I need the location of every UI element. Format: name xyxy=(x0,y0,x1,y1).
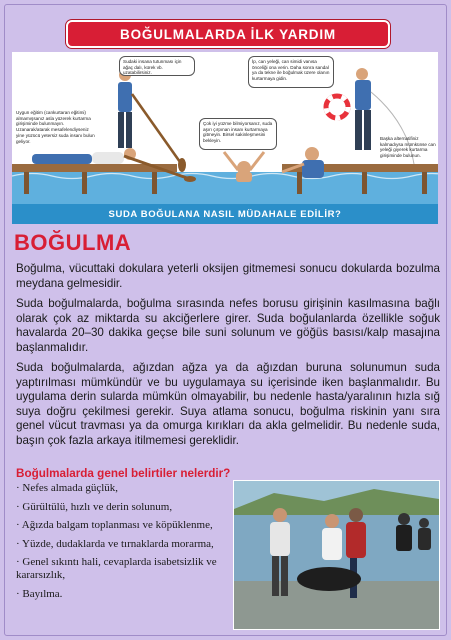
symptom-item: · Yüzde, dudaklarda ve tırnaklarda morarma, xyxy=(16,537,214,550)
symptom-item: · Genel sıkıntı hali, cevaplarda isabetsizlik ve kararsızlık, xyxy=(16,556,217,582)
symptom-item: · Gürültülü, hızlı ve derin solunum, xyxy=(16,500,173,513)
tip-bubble-wait: Çok iyi yüzme bilmiyorsanız, suda aşırı çırpınan insanı kurtarmaya gitmeyin. Birsel sakinleşmesini bekleyin. xyxy=(199,118,277,150)
title-banner xyxy=(66,20,390,48)
paragraph-water-drowning: Suda boğulmalarda, boğulma sırasında nefes borusu girişinin kasılmasına bağlı olarak çok az miktarda su akciğerlere girer. Suda boğulanlarda özellikle soğuk havalarda 20–30 dakika geçse bile suni solunum ve göğüs basısı/kalp masajına başlanmalıdır. xyxy=(16,297,440,354)
symptom-list xyxy=(16,482,228,607)
tip-bubble-equipment: İp, can yeleği, can simidi vanısa önceliği ona verin. Daha sonra sandal ya da tekne ile boğulmak üzere olanın kurtarmaya gidin. xyxy=(248,56,334,88)
tip-text-training: Uygun eğitim (cankurtaran eğitimi) almamışsanız asla yüzerek kurtarma girişiminde bulunmayın. Uzanarak/atarak mesafelendiyseniz yine yüzücü yetersiz suda insanı bulun geliyor. xyxy=(16,110,95,144)
tip-bubble-reach: Sudaki insana tutunması için ağaç dalı, kürek vb. uzatabilirsiniz. xyxy=(119,56,195,76)
banner-title: BOĞULMALARDA İLK YARDIM xyxy=(120,26,336,42)
paragraph-rescue-breathing: Suda boğulmalarda, ağızdan ağza ya da ağızdan buruna solunumun suda yaptırılması mümkündür ve bu uygulamaya su içerisinde iken başlanmalıdır. Bu uygulama derin sularda mümkün olmayabilir, bu nedenle hasta/yaralının hızla sığ suya doğru çekilmesi gerekir. Suya atlama sonucu, boğulma riskinin yanı sıra genel vücut travması ya da omurga kırıkları da akla gelmelidir. Bu nedenle suda, başın çok fazla arkaya itilmemesi gereklidir. xyxy=(16,361,440,447)
symptom-item: · Bayılma. xyxy=(16,587,63,600)
symptom-item: · Ağızda balgam toplanması ve köpüklenme, xyxy=(16,519,213,532)
illustration-caption: SUDA BOĞULANA NASIL MÜDAHALE EDİLİR? xyxy=(12,204,438,224)
rescue-illustration xyxy=(12,52,438,224)
rescue-photo-scene xyxy=(234,481,439,629)
symptoms-heading: Boğulmalarda genel belirtiler nelerdir? xyxy=(16,467,231,480)
tip-text-lifejacket: Başka alternatifiniz kalmadıysa mümkünse can yeleği giyerek kurtarma girişiminde bulunun. xyxy=(380,136,436,159)
rescue-photo xyxy=(233,480,440,630)
paragraph-definition: Boğulma, vücuttaki dokulara yeterli oksijen gitmemesi sonucu dokularda bozulma meydana gelmesidir. xyxy=(16,262,440,290)
section-heading: BOĞULMA xyxy=(14,230,132,255)
symptom-item: · Nefes almada güçlük, xyxy=(16,482,119,494)
